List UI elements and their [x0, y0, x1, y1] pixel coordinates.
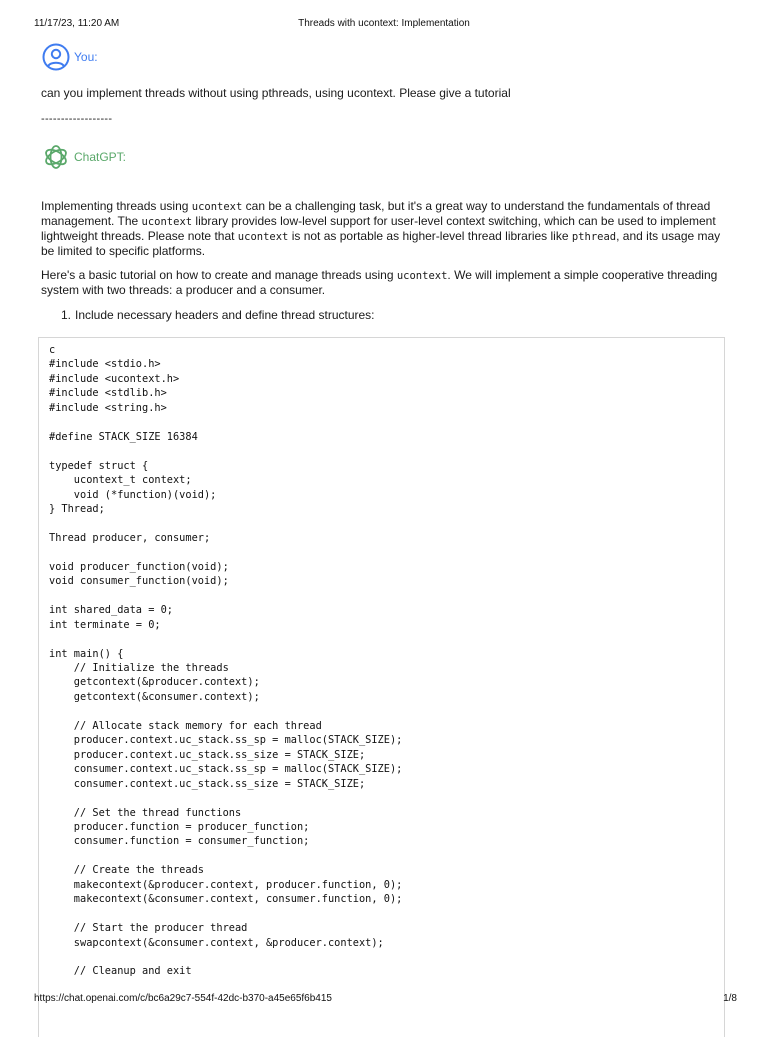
- user-author-row: [41, 42, 98, 72]
- answer-paragraph-1: Implementing threads using ucontext can be a challenging task, but it's a great way to understand the fundamentals of thread management. The ucontext library provides low-level support for user-level context switching, which can be used to implement lightweight threads. Please note that ucontext is not as portable as higher-level thread libraries like pthread, and its usage may be limited to specific platforms.: [41, 199, 721, 258]
- assistant-author-row: [41, 142, 126, 172]
- print-footer: [0, 993, 768, 1007]
- chatgpt-logo-icon: [41, 142, 71, 172]
- assistant-author-label: ChatGPT:: [74, 150, 127, 164]
- print-page-number: 1/8: [723, 993, 737, 1004]
- print-url: https://chat.openai.com/c/bc6a29c7-554f-42dc-b370-a45e65f6b415: [34, 993, 332, 1004]
- step-text: Include necessary headers and define thread structures:: [75, 308, 375, 322]
- print-datetime: 11/17/23, 11:20 AM: [34, 18, 120, 29]
- inline-code: pthread: [571, 231, 617, 243]
- print-title: Threads with ucontext: Implementation: [298, 18, 470, 29]
- step-number: 1.: [60, 308, 71, 322]
- numbered-step-1: [41, 308, 731, 322]
- user-prompt-text: can you implement threads without using pthreads, using ucontext. Please give a tutorial: [41, 86, 511, 100]
- user-author-label: You:: [74, 50, 98, 64]
- answer-paragraph-2: Here's a basic tutorial on how to create and manage threads using ucontext. We will implement a simple cooperative threading system with two threads: a producer and a consumer.: [41, 268, 718, 297]
- inline-code: ucontext: [237, 231, 289, 243]
- inline-code: ucontext: [396, 270, 448, 282]
- print-header: [0, 18, 768, 32]
- inline-code: ucontext: [141, 216, 193, 228]
- user-avatar-icon: [41, 42, 71, 72]
- code-block: [38, 337, 725, 1037]
- code-language-label: c: [49, 344, 56, 356]
- code-content: [39, 338, 724, 979]
- message-separator: ------------------: [41, 113, 113, 125]
- code-body: #include <stdio.h> #include <ucontext.h> #include <stdlib.h> #include <string.h> #define STACK_SIZE 16384 typedef struct { ucontext_t context; void (*function)(void); } Thread; Thread producer, consumer; void producer_function(void); void consumer_function(void); int shared_data = 0; int terminate = 0; int main() { // Initialize the threads getcontext(&producer.context); getcontext(&consumer.context); // Allocate stack memory for each thread producer.context.uc_stack.ss_sp = malloc(STACK_SIZE); producer.context.uc_stack.ss_size = STACK_SIZE; consumer.context.uc_stack.ss_sp = malloc(STACK_SIZE); consumer.context.uc_stack.ss_size = STACK_SIZE; // Set the thread functions producer.function = producer_function; consumer.function = consumer_function; // Create the threads makecontext(&producer.context, producer.function, 0); makecontext(&consumer.context, consumer.function, 0); // Start the producer thread swapcontext(&consumer.context, &producer.context); // Cleanup and exit: [49, 358, 403, 978]
- inline-code: ucontext: [191, 201, 243, 213]
